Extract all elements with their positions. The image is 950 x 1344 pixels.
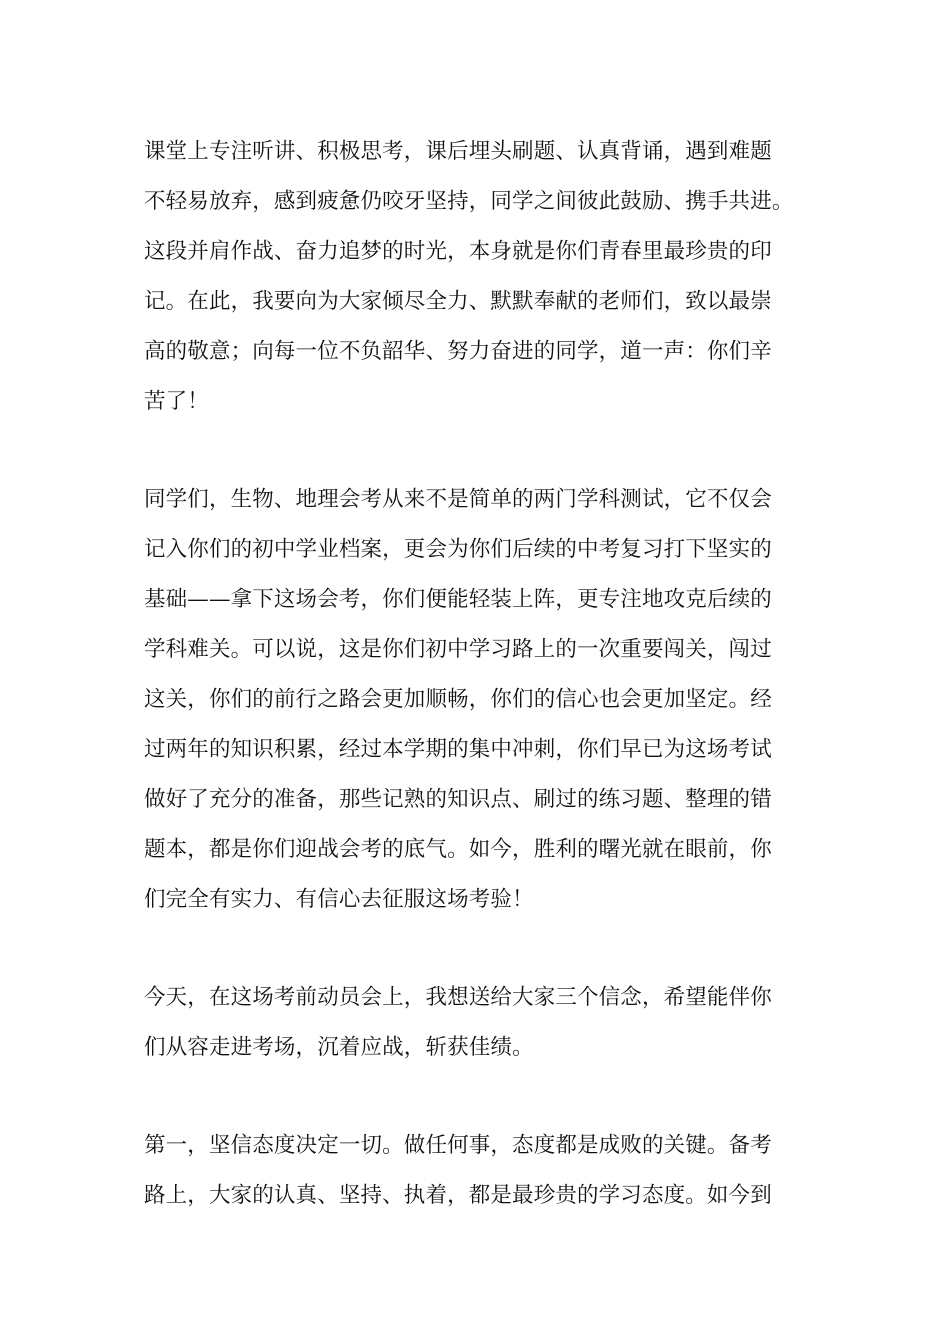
- text-line: 这关，你们的前行之路会更加顺畅，你们的信心也会更加坚定。经: [144, 687, 772, 712]
- text-line: 这段并肩作战、奋力追梦的时光，本身就是你们青春里最珍贵的印: [144, 239, 772, 264]
- text-line: 题本，都是你们迎战会考的底气。如今，胜利的曙光就在眼前，你: [144, 837, 772, 862]
- text-line: 苦了！: [144, 389, 209, 414]
- text-line: 今天，在这场考前动员会上，我想送给大家三个信念，希望能伴你: [144, 985, 772, 1010]
- text-line: 第一，坚信态度决定一切。做任何事，态度都是成败的关键。备考: [144, 1133, 772, 1158]
- text-line: 路上，大家的认真、坚持、执着，都是最珍贵的学习态度。如今到: [144, 1183, 772, 1208]
- text-line: 过两年的知识积累，经过本学期的集中冲刺，你们早已为这场考试: [144, 737, 772, 762]
- text-line: 学科难关。可以说，这是你们初中学习路上的一次重要闯关，闯过: [144, 637, 772, 662]
- text-line: 课堂上专注听讲、积极思考，课后埋头刷题、认真背诵，遇到难题: [144, 139, 772, 164]
- text-line: 同学们，生物、地理会考从来不是简单的两门学科测试，它不仅会: [144, 487, 772, 512]
- text-line: 基础——拿下这场会考，你们便能轻装上阵，更专注地攻克后续的: [144, 587, 772, 612]
- text-line: 们完全有实力、有信心去征服这场考验！: [144, 887, 534, 912]
- text-line: 记入你们的初中学业档案，更会为你们后续的中考复习打下坚实的: [144, 537, 772, 562]
- text-line: 记。在此，我要向为大家倾尽全力、默默奉献的老师们，致以最崇: [144, 289, 772, 314]
- text-line: 不轻易放弃，感到疲惫仍咬牙坚持，同学之间彼此鼓励、携手共进。: [144, 189, 794, 214]
- text-line: 做好了充分的准备，那些记熟的知识点、刷过的练习题、整理的错: [144, 787, 772, 812]
- text-line: 高的敬意；向每一位不负韶华、努力奋进的同学，道一声：你们辛: [144, 339, 772, 364]
- text-line: 们从容走进考场，沉着应战，斩获佳绩。: [144, 1035, 534, 1060]
